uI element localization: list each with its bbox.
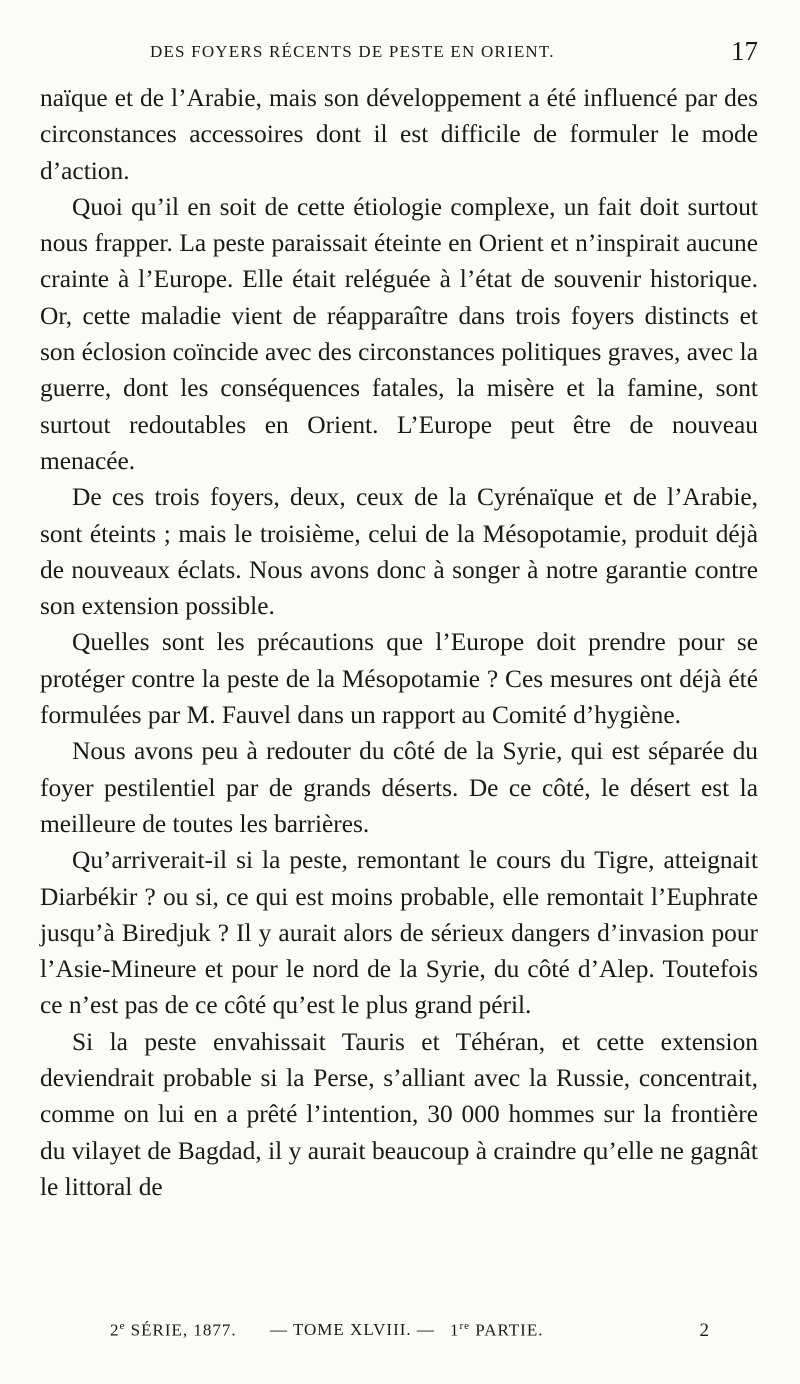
paragraph: Quelles sont les précautions que l’Europe doit prendre pour se protéger contre la peste de la Mésopotamie ? Ces mesures ont déjà été formulées par M. Fauvel dans un rapport au Comité d’hygiène. [40,628,758,730]
footer-part: 1re PARTIE. [450,1320,544,1340]
running-title: DES FOYERS RÉCENTS DE PESTE EN ORIENT. [150,42,555,61]
paragraph: Nous avons peu à redouter du côté de la Syrie, qui est séparée du foyer pestilentiel par de grands déserts. De ce côté, le désert est la meilleure de toutes les barrières. [40,737,758,838]
running-head [40,36,760,76]
footer-signature: 2 [699,1320,710,1341]
paragraph: De ces trois foyers, deux, ceux de la Cyrénaïque et de l’Arabie, sont éteints ; mais le troisième, celui de la Mésopotamie, produit déjà de nouveaux éclats. Nous avons donc à songer à notre garantie contre son extension possible. [40,483,758,621]
paragraph: Si la peste envahissait Tauris et Téhéran, et cette extension deviendrait probable si la Perse, s’alliant avec la Russie, concentrait, comme on lui en a prêté l’intention, 30 000 hommes sur la frontière du vilayet de Bagdad, il y aurait beaucoup à craindre qu’elle ne gagnât le littoral de [40,1027,758,1201]
footer-tome: — TOME XLVIII. — [270,1320,435,1339]
body-text [40,80,758,1205]
paragraph: naïque et de l’Arabie, mais son développement a été influencé par des circonstances accessoires dont il est difficile de formuler le mode d’action. [40,84,758,185]
footer-series: 2e SÉRIE, 1877. [110,1320,237,1340]
page-number: 17 [731,36,758,66]
page-footer [110,1320,710,1350]
paragraph: Quoi qu’il en soit de cette étiologie complexe, un fait doit surtout nous frapper. La peste paraissait éteinte en Orient et n’inspirait aucune crainte à l’Europe. Elle était reléguée à l’état de souvenir historique. Or, cette maladie vient de réapparaître dans trois foyers distincts et son éclosion coïncide avec des circonstances politiques graves, avec la guerre, dont les conséquences fatales, la misère et la famine, sont surtout redoutables en Orient. L’Europe peut être de nouveau menacée. [40,192,758,475]
paragraph: Qu’arriverait-il si la peste, remontant le cours du Tigre, atteignait Diarbékir ? ou si, ce qui est moins probable, elle remontait l’Euphrate jusqu’à Biredjuk ? Il y aurait alors de sérieux dangers d’invasion pour l’Asie-Mineure et pour le nord de la Syrie, du côté d’Alep. Toutefois ce n’est pas de ce côté qu’est le plus grand péril. [40,846,758,1020]
